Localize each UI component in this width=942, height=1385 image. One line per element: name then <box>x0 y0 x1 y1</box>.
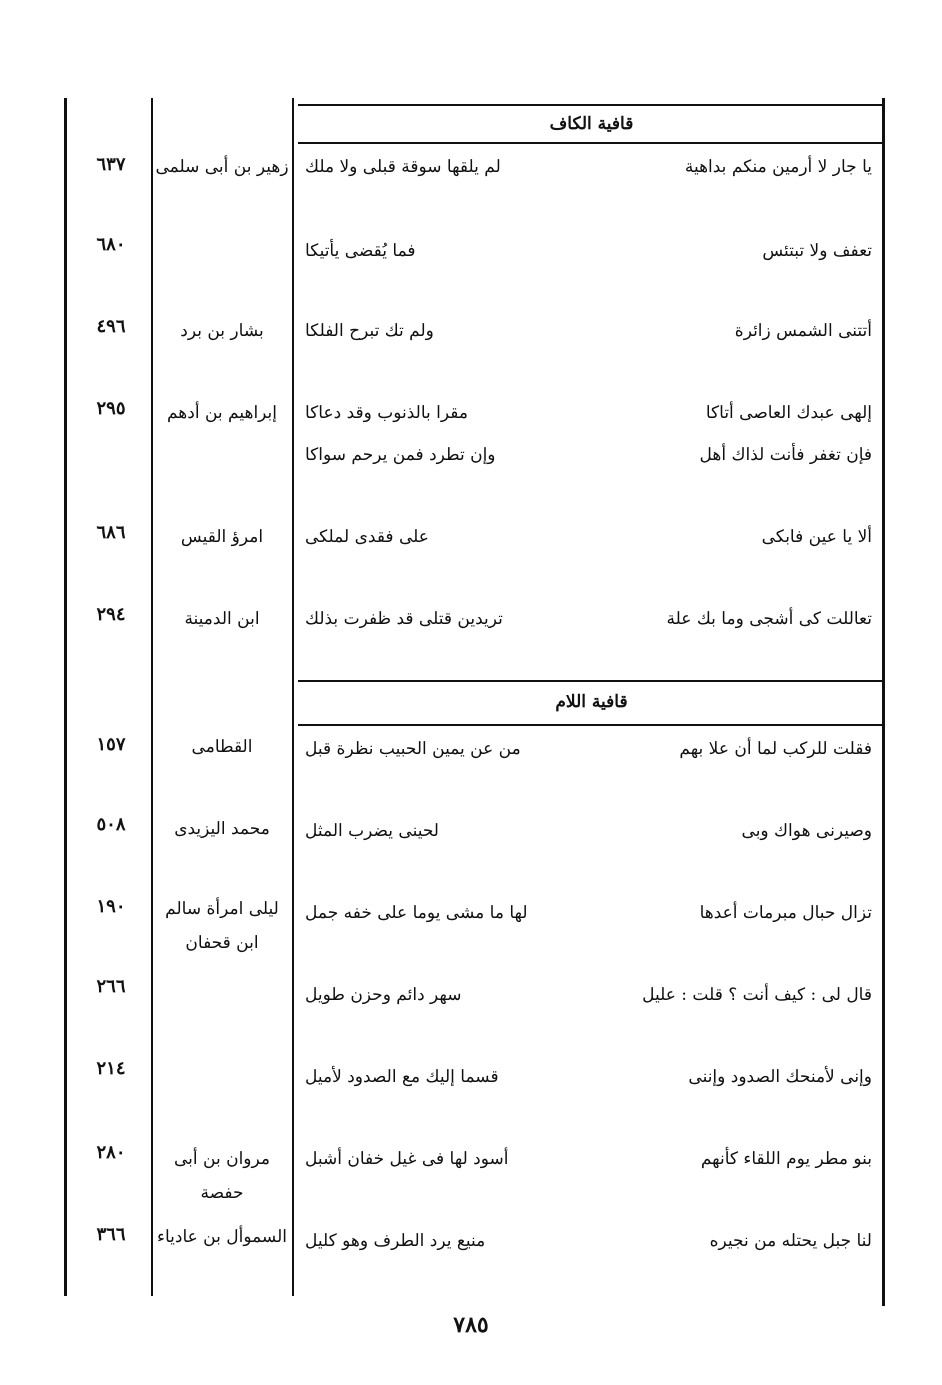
column-divider-2 <box>292 98 294 1296</box>
verse-second-hemistich: فما يُقضى يأتيكا <box>305 241 416 261</box>
page-ref: ٢١٤ <box>96 1058 126 1079</box>
verse-first-hemistich: لنا جبل يحتله من نجيره <box>709 1231 872 1251</box>
verse-second-hemistich: سهر دائم وحزن طويل <box>305 985 462 1005</box>
verse-first-hemistich: وصيرنى هواك وبى <box>741 821 872 841</box>
verse-second-hemistich: قسما إليك مع الصدود لأميل <box>305 1067 499 1087</box>
poet-name: القطامى <box>191 737 253 757</box>
verse-first-hemistich: إلهى عبدك العاصى أتاكا <box>705 403 872 423</box>
verse-second-hemistich: أسود لها فى غيل خفان أشبل <box>305 1149 509 1169</box>
verse-first-hemistich: وإنى لأمنحك الصدود وإننى <box>688 1067 872 1087</box>
page-ref: ٣٦٦ <box>96 1224 126 1245</box>
page-number: ٧٨٥ <box>453 1312 489 1338</box>
verse-first-hemistich: أتتنى الشمس زائرة <box>734 321 872 341</box>
page-ref: ٢٨٠ <box>96 1142 126 1163</box>
verse-first-hemistich: تعاللت كى أشجى وما بك علة <box>666 609 872 629</box>
verse-second-hemistich: لها ما مشى يوما على خفه جمل <box>305 903 528 923</box>
poet-name: ابن الدمينة <box>184 609 260 629</box>
verse-second-hemistich: من عن يمين الحبيب نظرة قبل <box>305 739 521 759</box>
verse-first-hemistich: يا جار لا أرمين منكم بداهية <box>684 157 872 177</box>
section-title: قافية اللام <box>555 692 628 712</box>
page-ref: ٢٩٤ <box>96 604 126 625</box>
column-divider-1 <box>151 98 153 1296</box>
verse-first-hemistich: ألا يا عين فابكى <box>761 527 872 547</box>
poet-name: مروان بن أبى حفصة <box>173 1149 270 1203</box>
verse-second-hemistich: على فقدى لملكى <box>305 527 429 547</box>
poet-name: إبراهيم بن أدهم <box>166 403 278 423</box>
poet-name: محمد اليزيدى <box>174 819 270 839</box>
page-ref: ٦٣٧ <box>96 154 126 175</box>
verse-first-hemistich: بنو مطر يوم اللقاء كأنهم <box>700 1149 872 1169</box>
page-ref: ٢٩٥ <box>96 398 126 419</box>
verse-second-hemistich: تريدين قتلى قد ظفرت بذلك <box>305 609 503 629</box>
page-ref: ٦٨٦ <box>96 522 126 543</box>
verse-second-hemistich: وإن تطرد فمن يرحم سواكا <box>305 445 496 465</box>
verse-second-hemistich: لم يلقها سوقة قبلى ولا ملك <box>305 157 501 177</box>
left-border-rule <box>64 98 67 1296</box>
verse-first-hemistich: قال لى : كيف أنت ؟ قلت : عليل <box>642 985 872 1005</box>
page-ref: ٤٩٦ <box>96 316 126 337</box>
poet-name: السموأل بن عادياء <box>156 1227 288 1247</box>
verse-first-hemistich: فإن تغفر فأنت لذاك أهل <box>699 445 872 465</box>
page-ref: ١٥٧ <box>96 734 126 755</box>
verse-second-hemistich: ولم تك تبرح الفلكا <box>305 321 434 341</box>
poet-name: ليلى امرأة سالم ابن قحفان <box>165 899 279 953</box>
poet-name: زهير بن أبى سلمى <box>155 157 289 177</box>
section-title: قافية الكاف <box>549 114 634 134</box>
verse-first-hemistich: فقلت للركب لما أن علا بهم <box>679 739 872 759</box>
verse-first-hemistich: تعفف ولا تبتئس <box>762 241 872 261</box>
page-ref: ٢٦٦ <box>96 976 126 997</box>
verse-second-hemistich: لحينى يضرب المثل <box>305 821 439 841</box>
verse-second-hemistich: منيع يرد الطرف وهو كليل <box>305 1231 486 1251</box>
page-ref: ٦٨٠ <box>96 234 126 255</box>
verse-first-hemistich: تزال حبال مبرمات أعدها <box>699 903 872 923</box>
page-ref: ١٩٠ <box>96 896 126 917</box>
page-ref: ٥٠٨ <box>96 814 126 835</box>
poet-name: امرؤ القيس <box>180 527 264 547</box>
verse-second-hemistich: مقرا بالذنوب وقد دعاكا <box>305 403 468 423</box>
poet-name: بشار بن برد <box>180 321 264 341</box>
